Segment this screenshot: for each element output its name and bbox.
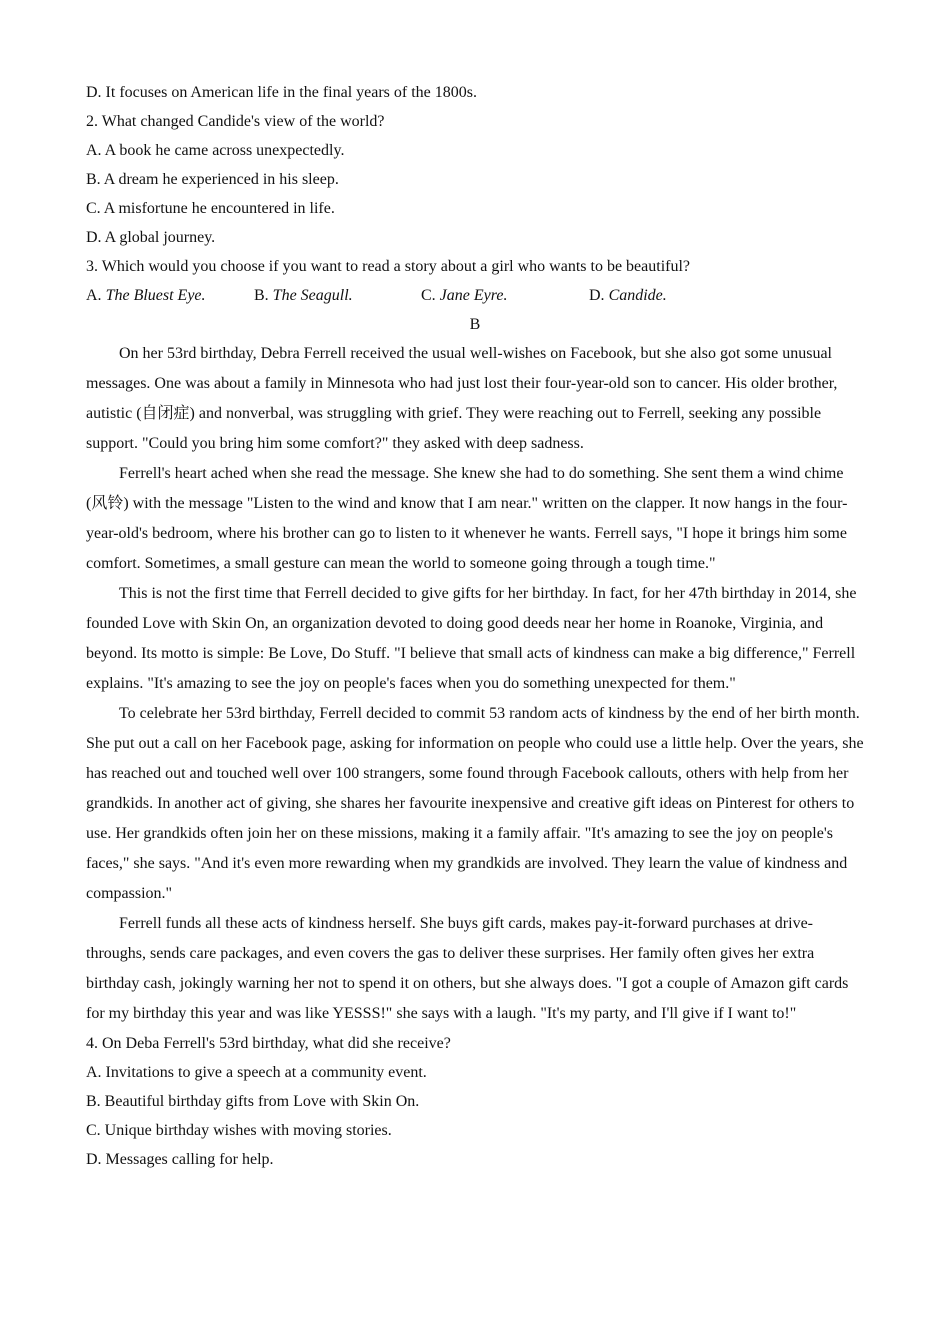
q2-option-d: D. A global journey.	[86, 229, 216, 246]
q4-question: 4. On Deba Ferrell's 53rd birthday, what did she receive?	[86, 1035, 451, 1052]
q1-option-d: D. It focuses on American life in the final years of the 1800s.	[86, 84, 477, 101]
q2-question: 2. What changed Candide's view of the world?	[86, 113, 385, 130]
passage-paragraph-3: This is not the first time that Ferrell decided to give gifts for her birthday. In fact, for her 47th birthday in 2014, she founded Love with Skin On, an organization devoted to doing good deeds near her home in Roanoke, Virginia, and beyond. Its motto is simple: Be Love, Do Stuff. "I believe that small acts of kindness can make a big difference," Ferrell explains. "It's amazing to see the joy on people's faces when you do something unexpected for them."	[86, 585, 857, 692]
q3-option-c: C. Jane Eyre.	[421, 287, 508, 304]
q4-option-d: D. Messages calling for help.	[86, 1151, 274, 1168]
passage-paragraph-2: Ferrell's heart ached when she read the message. She knew she had to do something. She sent them a wind chime (风铃) with the message "Listen to the wind and know that I am near." written on the clapper. It now hangs in the four-year-old's bedroom, where his brother can go to listen to it whenever he wants. Ferrell says, "I hope it brings him some comfort. Sometimes, a small gesture can mean the world to someone going through a tough time."	[86, 465, 848, 572]
q3-question: 3. Which would you choose if you want to read a story about a girl who wants to be beautiful?	[86, 258, 691, 275]
q4-option-a: A. Invitations to give a speech at a community event.	[86, 1064, 427, 1081]
q3-option-a: A. The Bluest Eye.	[86, 287, 206, 304]
q3-option-d: D. Candide.	[589, 287, 667, 304]
passage-paragraph-4: To celebrate her 53rd birthday, Ferrell decided to commit 53 random acts of kindness by the end of her birth month. She put out a call on her Facebook page, asking for information on people who could use a little help. Over the years, she has reached out and touched well over 100 strangers, some found through Facebook callouts, others with help from her grandkids. In another act of giving, she shares her favourite inexpensive and creative gift ideas on Pinterest for others to use. Her grandkids often join her on these missions, making it a family affair. "It's amazing to see the joy on people's faces," she says. "And it's even more rewarding when my grandkids are involved. They learn the value of kindness and compassion."	[86, 705, 864, 902]
q4-option-b: B. Beautiful birthday gifts from Love with Skin On.	[86, 1093, 420, 1110]
q3-options	[86, 281, 864, 310]
q4-option-c: C. Unique birthday wishes with moving stories.	[86, 1122, 392, 1139]
q2-option-c: C. A misfortune he encountered in life.	[86, 200, 335, 217]
q2-option-b: B. A dream he experienced in his sleep.	[86, 171, 339, 188]
passage-paragraph-5: Ferrell funds all these acts of kindness herself. She buys gift cards, makes pay-it-forward purchases at drive-throughs, sends care packages, and even covers the gas to deliver these surprises. Her family often gives her extra birthday cash, jokingly warning her not to spend it on others, but she always does. "I got a couple of Amazon gift cards for my birthday this year and was like YESSS!" she says with a laugh. "It's my party, and I'll give if I want to!"	[86, 915, 849, 1022]
section-label: B	[469, 316, 481, 333]
q3-option-b: B. The Seagull.	[254, 287, 353, 304]
passage-paragraph-1: On her 53rd birthday, Debra Ferrell received the usual well-wishes on Facebook, but she also got some unusual messages. One was about a family in Minnesota who had just lost their four-year-old son to cancer. His older brother, autistic (自闭症) and nonverbal, was struggling with grief. They were reaching out to Ferrell, seeking any possible support. "Could you bring him some comfort?" they asked with deep sadness.	[86, 345, 838, 452]
q2-option-a: A. A book he came across unexpectedly.	[86, 142, 345, 159]
